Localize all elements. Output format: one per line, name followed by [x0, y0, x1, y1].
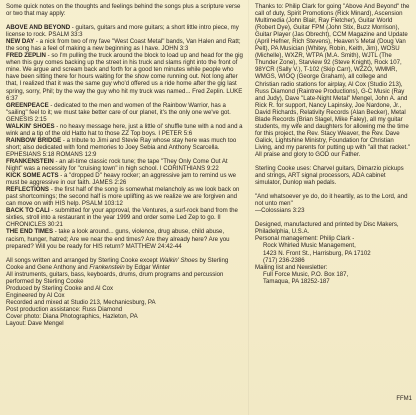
- endorsements-text: Sterling Cooke uses: Charvel guitars, Dimarzio pickups and strings, ART signal processors, ADA cabinet simulator, Dunlop wah pedals.: [255, 165, 404, 187]
- credit-line: Produced by Sterling Cooke and Al Cox: [6, 284, 114, 292]
- mailing-list-line: Tamaqua, PA 18252-187: [263, 277, 330, 285]
- song-description: - the first half of the song is somewhat melancholy as we look back on past shortcomings; the second half is more uplifting as we realize we are forgiven and can move on with HIS help. PSALM 103:12: [6, 186, 240, 208]
- song-title: ABOVE AND BEYOND: [6, 24, 71, 32]
- credit-line: Cover photo: Diana Photographics, Hazleton, PA: [6, 312, 138, 320]
- credit-line: Recorded and mixed at Studio 213, Mechanicsburg, PA: [6, 298, 156, 306]
- management-line: 1423 N. Front St., Harrisburg, PA 17102: [263, 249, 371, 257]
- song-title: THE END TIMES: [6, 228, 54, 236]
- credit-line: Engineered by Al Cox: [6, 291, 65, 299]
- song-title: REFLECTIONS: [6, 186, 49, 194]
- page-fold: [248, 0, 249, 415]
- management-label: Personal management: Philip Clark -: [255, 235, 355, 243]
- song-description: - take a look around... guns, violence, drug abuse, child abuse, racism, hunger, hatred; Are we near the end times? Are they already here? Are you prepared? Will you be ready for HIS return? MATTHEW 24:42-44: [6, 228, 230, 250]
- right-column: [255, 3, 412, 285]
- catalog-code: FFM1: [396, 395, 412, 402]
- credit-line: Layout: Dave Mengel: [6, 320, 64, 328]
- song-note: [6, 123, 244, 137]
- credit-line: Post production assistance: Russ Diamond: [6, 305, 123, 313]
- song-note: [6, 186, 244, 207]
- credit-line: All songs written and arranged by Sterling Cooke except Walkin' Shoes by Sterling Cooke and Gene Anthony and Frankenstein by Edgar Winter: [6, 256, 229, 271]
- song-description: - dedicated to the men and women of the Rainbow Warrior, has a "sailing" feel to it; we must take better care of our planet, it's the only one we've got. GENESIS 2:15: [6, 101, 231, 123]
- song-description: - so I'm pulling the truck around the block to load up and head for the gig when this guy comes backing up the street in his truck and slams right into the front of mine. We argue and scream back and forth for a good ten minutes while people who have been sitting there for hours waiting for the show come running out. Not long after that, I realized that it was the same guy who'd offered us a ride home after the gig last spring, sorry, Phil; by the way the guy who hit my truck was named... Fred Zeplin. LUKE 6:37: [6, 52, 243, 102]
- song-description: - a nick from two of my fave "West Coast Metal" bands, Van Halen and Ratt; the song has a feel of making a new beginning as I have. JOHN 3:3: [6, 38, 241, 53]
- song-title: NEW DAY: [6, 38, 35, 46]
- song-description: - guitars, guitars and more guitars; a short little intro piece, my license to rock. PSALM 33:3: [6, 24, 239, 39]
- intro-text: Some quick notes on the thoughts and feelings behind the songs plus a scripture verse or two that may apply:: [6, 3, 241, 18]
- song-title: RAINBOW BRIDGE: [6, 136, 62, 144]
- song-note: [6, 24, 244, 38]
- song-note: [6, 228, 244, 249]
- song-note: [6, 172, 244, 186]
- song-note: [6, 38, 244, 52]
- song-description: - an all-time classic rock tune; the tape "They Only Come Out At Night" was a necessity for "cruising town" in high school. I CORINTHIANS 9:22: [6, 157, 228, 173]
- song-note: [6, 52, 244, 101]
- management-line: Rock Whirled Music Management,: [263, 242, 356, 250]
- credits: [6, 257, 244, 327]
- song-description: - no heavy message here, just a little ol' shuffle tune with a nod and a wink and a tip of the old Hatto hat to those ZZ Top boys. I PETER 5:6: [6, 122, 243, 137]
- manufacturer-text: Designed, manufactured and printed by Disc Makers, Philadelphia, U.S.A.: [255, 221, 399, 236]
- song-description: - submitted for your approval, the Ventures, a surf-rock band from the sixties, stroll into a restaurant in the year 1999 and order some Led Zep to go. II CHRONICLES 30:21: [6, 207, 238, 229]
- song-title: FRED ZEPLIN: [6, 52, 46, 60]
- song-note: [6, 102, 244, 123]
- management-line: (717) 236-2386: [263, 256, 305, 264]
- song-note: [6, 207, 244, 228]
- song-note: [6, 158, 244, 172]
- song-title: FRANKENSTEIN: [6, 157, 54, 165]
- credit-line: All instruments, guitars, bass, keyboards, drums, drum programs and percussion performed by Sterling Cooke: [6, 270, 224, 285]
- mailing-list-line: Full Force Music, P.O. Box 187,: [263, 270, 349, 278]
- song-description: - a "dropped D" heavy rocker; an aggressive jam to remind us we must be aggressive in our faith. JAMES 2:26: [6, 172, 236, 187]
- song-title: GREENPEACE: [6, 101, 49, 109]
- left-column: [6, 3, 244, 327]
- song-note: [6, 137, 244, 158]
- scripture-reference: —Colossians 3:23: [255, 207, 305, 215]
- song-title: BACK TO CALI: [6, 207, 50, 215]
- song-description: - a tribute to Jimi and Stevie Ray whose stay here was much too short; also dedicated with fond memories to Joey Sebia and Anthony Scarcella. EPHESIANS 5:18 ROMANS 12:9: [6, 136, 237, 158]
- song-notes-list: [6, 24, 244, 250]
- song-title: WALKIN' SHOES: [6, 122, 55, 130]
- mailing-list-label: Mailing list and Newsletter:: [255, 263, 328, 271]
- scripture-verse: "And whatsoever ye do, do it heartily, as to the Lord, and not unto men": [255, 193, 408, 208]
- thanks-text: Thanks to: Philip Clark for going "Above And Beyond" the call of duty, Spirit Promotions (Rick Minard), Ascension Multimedia (John Blair, Ray Fletcher), Guitar World (Robert Dye), Guitar FPM (John Stix, Buzz Morrison), Guitar Player (Jas Obrecht), CCM Magazine and Update (April Hefner, Rich Stevens), Heaven's Metal (Doug Van Pelt), PA Musician (Whitey, Robin, Keith, Jim), WOSU (Michelle), WXZR, WTPA (M.A. Smith), WJTL (The Thunder Zone), Starview 92 (Steve Knight), Rock 107, 98YCR (Sally V.), T-102 (Skip Carr), WZZO, WMMR, WMGS, WIOQ (George Graham), all college and Christian radio stations for airplay, Al Cox (Studio 213), Russ Diamond (Raintree Productions), G-C Music (Ray and Judy), Dave "Late-Night Metal" Mengel, John A. and Rick R. for support, Nancy Lapinsky, Joe Nardone, Jr., David Richards, Relativity Records (Alan Becker), Metal Blade Records (Brian Slagel, Mike Faley), all my guitar students, my wife and daughters for allowing me the time for this project, the Rev. Stacy Weaver, the Rev. Dave Galick, Lightshine Ministry, Foundation for Christian Living, and my parents for putting up with "all that racket." All praise and glory to GOD our Father.: [255, 3, 411, 158]
- song-title: KICK SOME ACTS: [6, 172, 59, 180]
